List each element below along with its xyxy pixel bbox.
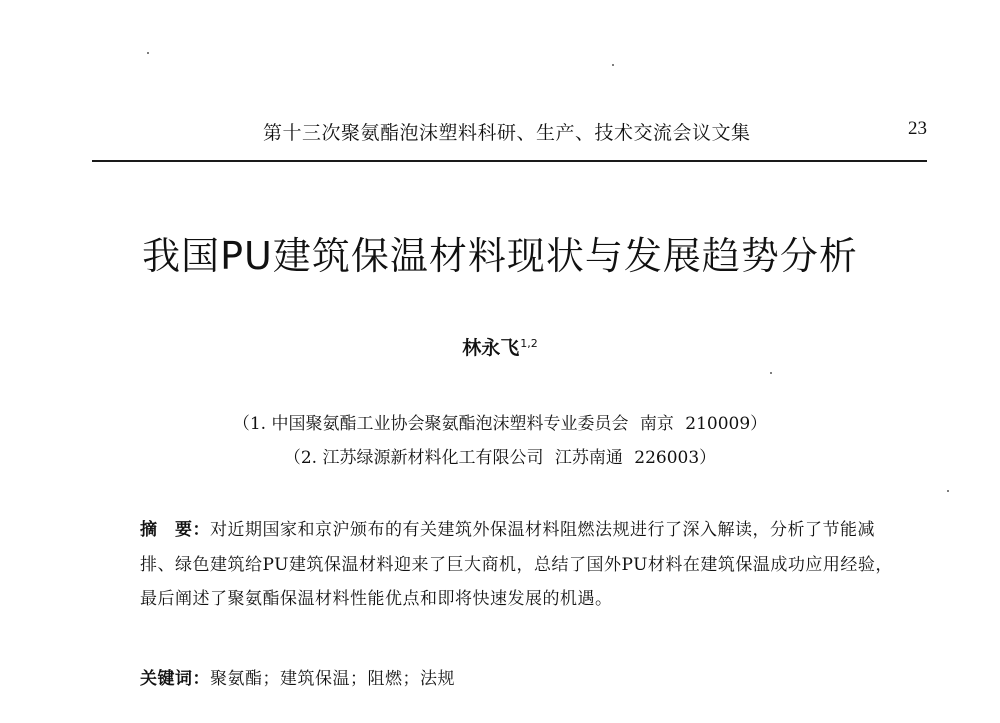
running-header xyxy=(92,0,927,162)
affiliation-close-paren: ） xyxy=(750,414,768,434)
affiliation-organization: 中国聚氨酯工业协会聚氨酯泡沫塑料专业委员会 xyxy=(271,414,629,434)
scan-speck xyxy=(147,52,149,54)
author-line xyxy=(0,333,1000,360)
proceedings-title: 第十三次聚氨酯泡沫塑料科研、生产、技术交流会议文集 xyxy=(263,122,751,144)
affiliation-number: 1. xyxy=(249,414,267,434)
keywords-text: 聚氨酯；建筑保温；阻燃；法规 xyxy=(210,669,455,689)
page-number: 23 xyxy=(908,118,927,139)
affiliation-organization: 江苏绿源新材料化工有限公司 xyxy=(322,448,544,468)
abstract-text: 对近期国家和京沪颁布的有关建筑外保温材料阻燃法规进行了深入解读，分析了节能减排、绿色建筑给PU建筑保温材料迎来了巨大商机，总结了国外PU材料在建筑保温成功应用经验，最后阐述了聚氨酯保温材料性能优点和即将快速发展的机遇。 xyxy=(140,520,893,609)
scan-speck xyxy=(947,490,949,492)
abstract-label: 摘 要： xyxy=(140,520,210,540)
affiliation-1 xyxy=(0,409,1000,434)
affiliation-number: 2. xyxy=(300,448,318,468)
abstract xyxy=(140,513,900,617)
scan-speck xyxy=(612,64,614,66)
keywords xyxy=(140,664,455,689)
affiliation-open-paren: （ xyxy=(232,414,250,434)
affiliation-city: 江苏南通 xyxy=(554,448,623,468)
author-affiliation-marks: 1,2 xyxy=(520,336,538,350)
affiliation-open-paren: （ xyxy=(283,448,301,468)
scan-speck xyxy=(770,372,772,374)
affiliation-postcode: 210009 xyxy=(685,414,751,434)
author-name: 林永飞 xyxy=(462,337,520,359)
affiliation-postcode: 226003 xyxy=(634,448,700,468)
keywords-label: 关键词： xyxy=(140,669,210,689)
affiliation-2 xyxy=(0,443,1000,468)
paper-title: 我国PU建筑保温材料现状与发展趋势分析 xyxy=(142,234,858,278)
affiliation-city: 南京 xyxy=(639,414,674,434)
affiliation-close-paren: ） xyxy=(699,448,717,468)
